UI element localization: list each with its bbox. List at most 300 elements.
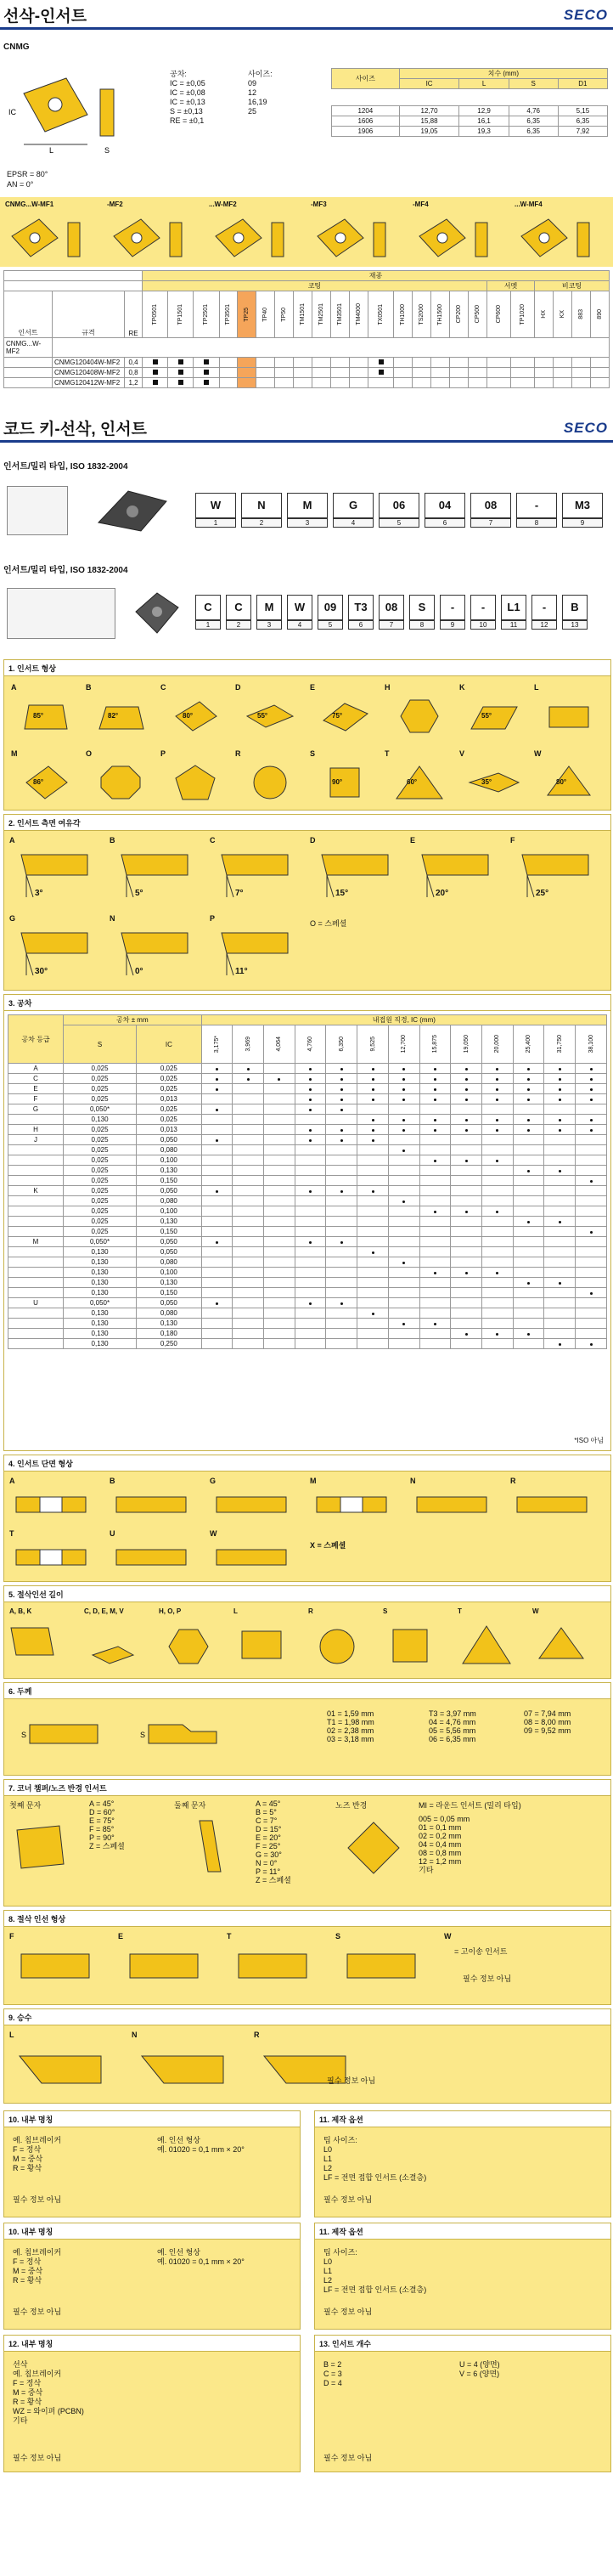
- count-list-2: [459, 2360, 500, 2379]
- ic-cell: [544, 1125, 576, 1135]
- code-cell: M: [287, 493, 328, 518]
- tolerance-class: [8, 1257, 64, 1268]
- clearance-icon: [417, 850, 493, 901]
- ic-cell: [295, 1217, 326, 1227]
- available-dot: [559, 1119, 561, 1121]
- tolerance-class: H: [8, 1125, 64, 1135]
- ic-cell: [388, 1339, 419, 1349]
- tolerance-ic: 0,180: [137, 1329, 202, 1339]
- clearance-letter: C: [210, 836, 216, 845]
- available-dot: [559, 1129, 561, 1132]
- available-dot: [527, 1078, 530, 1081]
- ic-cell: [419, 1166, 451, 1176]
- ic-cell: [544, 1339, 576, 1349]
- grade-name: TP2501: [203, 303, 210, 325]
- section-letter: M: [310, 1477, 317, 1485]
- available-dot: [309, 1068, 312, 1071]
- grade-cell: [510, 368, 534, 378]
- size-label: 09: [248, 79, 257, 88]
- tolerance-s: 0,025: [64, 1125, 137, 1135]
- code-cell: G: [333, 493, 374, 518]
- ic-cell: [357, 1115, 389, 1125]
- relief-drawing: [183, 1816, 233, 1876]
- ic-cell: [233, 1288, 264, 1298]
- tolerance-ic: 0,130: [137, 1166, 202, 1176]
- available-dot: [309, 1129, 312, 1132]
- dim-cell: 7,92: [558, 127, 607, 137]
- shape-letter: B: [86, 683, 92, 692]
- ic-cell: [264, 1084, 295, 1094]
- tolerance-class: A: [8, 1064, 64, 1074]
- grade-cell: [350, 368, 368, 378]
- available-dot: [402, 1150, 405, 1152]
- ic-cell: [513, 1145, 544, 1155]
- grade-cell: [590, 378, 609, 388]
- grade-name: TM2501: [318, 303, 325, 325]
- code-index: 4: [287, 620, 312, 630]
- ic-cell: [388, 1319, 419, 1329]
- ic-cell: [513, 1186, 544, 1196]
- ic-cell: [295, 1308, 326, 1319]
- option-list: [323, 2136, 426, 2183]
- ic-cell: [357, 1227, 389, 1237]
- list-item: Z = 스페셜: [256, 1876, 291, 1884]
- code-cell: N: [241, 493, 282, 518]
- ic-cell: [388, 1206, 419, 1217]
- section-cross-section: [3, 1455, 611, 1582]
- table-row: [8, 1186, 607, 1196]
- code-cell: -: [440, 595, 465, 620]
- code-cell: 06: [379, 493, 419, 518]
- ic-cell: [357, 1319, 389, 1329]
- clearance-letter: E: [410, 836, 416, 845]
- available-mark: [153, 370, 158, 375]
- grade-col-header: [350, 291, 368, 338]
- variant-label: ...W-MF4: [515, 201, 543, 208]
- code-cell: -: [470, 595, 496, 620]
- table-row: [8, 1104, 607, 1115]
- edge-length-icon: [458, 1621, 517, 1672]
- edge-group-label: S: [383, 1607, 388, 1615]
- thickness-drawing-1: [21, 1716, 132, 1759]
- code-index: 3: [287, 518, 328, 528]
- available-dot: [402, 1200, 405, 1203]
- ic-cell: [513, 1268, 544, 1278]
- ic-cell: [388, 1268, 419, 1278]
- list-item: B = 2: [323, 2360, 342, 2369]
- dim-cell: 1606: [332, 116, 400, 127]
- ic-cell: [482, 1308, 514, 1319]
- ic-cell: [326, 1217, 357, 1227]
- grade-name: TP1501: [177, 303, 184, 325]
- ic-value: 31,750: [556, 1035, 563, 1054]
- grade-name: TH1500: [437, 303, 444, 325]
- available-mark: [178, 380, 183, 385]
- section-letter: N: [410, 1477, 416, 1485]
- ic-cell: [233, 1074, 264, 1084]
- available-mark: [379, 359, 384, 364]
- table-row: [4, 368, 610, 378]
- edge-condition-letter: S: [335, 1932, 341, 1940]
- row-blank: [4, 368, 53, 378]
- ic-cell: [326, 1064, 357, 1074]
- ic-cell: [295, 1257, 326, 1268]
- edge-length-icon: [84, 1621, 143, 1672]
- grade-cell: [590, 358, 609, 368]
- ic-cell: [419, 1104, 451, 1115]
- table-row: [8, 1166, 607, 1176]
- dim-cell: 6,35: [509, 127, 558, 137]
- section-title: 5. 절삭인선 길이: [4, 1586, 610, 1602]
- grade-cell: [553, 358, 571, 368]
- available-dot: [590, 1129, 593, 1132]
- ic-cell: [264, 1176, 295, 1186]
- ic-cell: [264, 1268, 295, 1278]
- shape-icon: [539, 761, 599, 804]
- grade-cell: [553, 368, 571, 378]
- available-dot: [216, 1068, 218, 1071]
- available-dot: [372, 1139, 374, 1142]
- list-item: 08 = 0,8 mm: [419, 1849, 462, 1857]
- list-item: A = 45°: [256, 1799, 281, 1808]
- grade-col-header: [468, 291, 486, 338]
- not-required-note: 필수 정보 아님: [327, 2076, 376, 2085]
- tolerance-s: 0,025: [64, 1084, 137, 1094]
- ic-cell: [513, 1278, 544, 1288]
- ic-cell: [482, 1278, 514, 1288]
- section-edge-length: [3, 1585, 611, 1679]
- ic-cell: [233, 1268, 264, 1278]
- shape-icon: [315, 695, 374, 737]
- uncoated-header: 비코팅: [535, 281, 610, 291]
- thickness-value: 07 = 7,94 mm: [524, 1709, 571, 1718]
- ic-cell: [482, 1339, 514, 1349]
- code-index: 4: [333, 518, 374, 528]
- not-required-note: 필수 정보 아님: [323, 2195, 373, 2204]
- table-row: [8, 1339, 607, 1349]
- grade-cell: [431, 368, 450, 378]
- ic-cell: [513, 1247, 544, 1257]
- grade-cell: [294, 368, 312, 378]
- ic-value: 3,969: [245, 1037, 251, 1052]
- tolerance-class: [8, 1206, 64, 1217]
- tolerance-class: [8, 1329, 64, 1339]
- ic-cell: [295, 1094, 326, 1104]
- available-dot: [434, 1129, 436, 1132]
- ic-cell: [419, 1237, 451, 1247]
- grade-name: TP40: [262, 307, 269, 322]
- code-index: 13: [562, 620, 588, 630]
- section-icon: [213, 1543, 290, 1572]
- ic-cell: [388, 1308, 419, 1319]
- table-row: [8, 1115, 607, 1125]
- code-cell: -: [531, 595, 557, 620]
- available-dot: [559, 1170, 561, 1172]
- ic-cell: [295, 1155, 326, 1166]
- ic-cell: [326, 1186, 357, 1196]
- table-row: [4, 358, 610, 368]
- page2-title: 코드 키-선삭, 인서트: [3, 421, 147, 438]
- code-index: 2: [241, 518, 282, 528]
- ic-cell: [451, 1125, 482, 1135]
- spec-col-header: 규격: [53, 291, 125, 338]
- available-dot: [496, 1160, 498, 1162]
- not-required-note: 필수 정보 아님: [323, 2454, 373, 2462]
- tolerance-s: 0,025: [64, 1227, 137, 1237]
- available-dot: [559, 1068, 561, 1071]
- list-item: 예. 01020 = 0,1 mm × 20°: [157, 2145, 245, 2154]
- edge-condition-icon: [127, 1949, 203, 1983]
- ic-cell: [544, 1237, 576, 1247]
- shape-icon: [315, 761, 374, 804]
- shape-icon: [390, 695, 449, 737]
- edge-group-label: R: [308, 1607, 313, 1615]
- clearance-icon: [116, 850, 193, 901]
- table-row: [8, 1094, 607, 1104]
- tolerance-class: F: [8, 1094, 64, 1104]
- ic-cell: [576, 1206, 607, 1217]
- variant-label: CNMG...W-MF1: [5, 201, 54, 208]
- dim-header: 치수 (mm): [399, 69, 607, 79]
- grade-col-header: [294, 291, 312, 338]
- box-manufacturing-option-a: [314, 2110, 611, 2217]
- ic-cell: [419, 1217, 451, 1227]
- ic-cell: [201, 1288, 233, 1298]
- grades-grid: [3, 270, 610, 388]
- list-item: LF = 전면 접합 인서트 (소결층): [323, 2285, 427, 2294]
- page1-header: [0, 0, 613, 27]
- grade-name: TM4000: [356, 303, 363, 325]
- ic-cell: [482, 1227, 514, 1237]
- ic-cell: [264, 1298, 295, 1308]
- thickness-value: 01 = 1,59 mm: [327, 1709, 374, 1718]
- ic-cell: [451, 1206, 482, 1217]
- available-dot: [496, 1068, 498, 1071]
- ic-cell: [295, 1084, 326, 1094]
- ic-cell: [482, 1074, 514, 1084]
- tolerance-s: 0,025: [64, 1176, 137, 1186]
- grade-cell: [468, 358, 486, 368]
- edge-length-icon: [532, 1621, 592, 1672]
- available-dot: [559, 1343, 561, 1346]
- list-item: B = 5°: [256, 1808, 277, 1816]
- list-item: 예. 인선 형상: [157, 2136, 200, 2144]
- ic-cell: [264, 1319, 295, 1329]
- tolerance-class: [8, 1166, 64, 1176]
- grade-cell: [312, 368, 331, 378]
- ic-cell: [326, 1298, 357, 1308]
- ic-cell: [576, 1319, 607, 1329]
- grade-cell: [394, 368, 413, 378]
- ic-cell: [544, 1288, 576, 1298]
- ic-cell: [419, 1298, 451, 1308]
- edge-group-label: L: [233, 1607, 238, 1615]
- ic-cell: [388, 1247, 419, 1257]
- section-title: 13. 인서트 개수: [315, 2336, 610, 2352]
- available-dot: [309, 1241, 312, 1244]
- first-letter-list: [89, 1799, 125, 1850]
- ic-cell: [388, 1155, 419, 1166]
- grade-cell: [238, 368, 256, 378]
- list-item: 팁 사이즈:: [323, 2136, 357, 2144]
- ic-cell: [201, 1257, 233, 1268]
- ic-value: 19,050: [463, 1035, 470, 1054]
- ic-cell: [388, 1196, 419, 1206]
- clearance-angle: 30°: [35, 967, 48, 976]
- list-item: 예. 칩브레이커: [13, 2136, 62, 2144]
- designation-list: [13, 2136, 61, 2173]
- ic-cell: [576, 1115, 607, 1125]
- tolerance-s: 0,025: [64, 1145, 137, 1155]
- ic-cell: [388, 1125, 419, 1135]
- available-dot: [247, 1068, 250, 1071]
- tolerance-ic: 0,025: [137, 1115, 202, 1125]
- ic-cell: [419, 1339, 451, 1349]
- ic-cell: [513, 1288, 544, 1298]
- grade-cell: [219, 368, 238, 378]
- ic-cell: [201, 1319, 233, 1329]
- ic-cell: [576, 1135, 607, 1145]
- grade-name: HX: [541, 310, 547, 319]
- dim-cell: 12,70: [399, 106, 459, 116]
- table-row: [8, 1319, 607, 1329]
- grade-cell: [312, 358, 331, 368]
- ic-cell: [326, 1125, 357, 1135]
- ic-cell: [576, 1237, 607, 1247]
- ic-cell: [233, 1196, 264, 1206]
- ic-cell: [388, 1064, 419, 1074]
- grade-col-header: [535, 291, 554, 338]
- dim-cell: 12,9: [459, 106, 509, 116]
- grade-col-header: [238, 291, 256, 338]
- list-item: C = 7°: [256, 1816, 278, 1825]
- ic-cell: [482, 1064, 514, 1074]
- edge-condition-icon: [235, 1949, 312, 1983]
- table-row: [332, 106, 608, 116]
- available-dot: [309, 1190, 312, 1193]
- section-title: 11. 제작 옵션: [315, 2111, 610, 2127]
- list-item: D = 4: [323, 2379, 342, 2387]
- shape-letter: L: [534, 683, 539, 692]
- grade-cell: [143, 378, 168, 388]
- available-dot: [496, 1088, 498, 1091]
- ic-cell: [544, 1206, 576, 1217]
- section-icon: [13, 1543, 89, 1572]
- ic-cell: [264, 1227, 295, 1237]
- option-list: [323, 2248, 426, 2295]
- grade-cell: [486, 378, 510, 388]
- shape-letter: E: [310, 683, 316, 692]
- special-note: O = 스페셜: [310, 919, 347, 928]
- ic-value: 15,875: [431, 1035, 438, 1054]
- variant-insert-icon: [515, 211, 608, 263]
- ic-cell: [451, 1166, 482, 1176]
- available-dot: [372, 1078, 374, 1081]
- tolerance-grade-header: 공차 등급: [8, 1015, 64, 1064]
- hand-icon: [16, 2044, 110, 2092]
- ic-cell: [295, 1278, 326, 1288]
- ic-cell: [388, 1094, 419, 1104]
- tolerance-ic: 0,080: [137, 1257, 202, 1268]
- svg-text:S: S: [104, 146, 110, 155]
- spec-label: IC = ±0,08: [170, 88, 205, 97]
- dim-cell: 16,1: [459, 116, 509, 127]
- ic-cell: [326, 1237, 357, 1247]
- available-mark: [178, 370, 183, 375]
- section-title: 1. 인서트 형상: [4, 660, 610, 676]
- available-dot: [402, 1088, 405, 1091]
- clearance-icon: [16, 850, 93, 901]
- insert-code: CNMG120408W-MF2: [53, 368, 125, 378]
- edge-length-icon: [159, 1621, 218, 1672]
- ic-col-header: [326, 1025, 357, 1064]
- tolerance-s: 0,025: [64, 1064, 137, 1074]
- available-dot: [496, 1272, 498, 1274]
- available-dot: [527, 1282, 530, 1285]
- box-internal-designation-b: [3, 2223, 301, 2330]
- grade-cell: [394, 378, 413, 388]
- tolerance-ic: 0,025: [137, 1084, 202, 1094]
- code-cell: T3: [348, 595, 374, 620]
- code-index: 9: [562, 518, 603, 528]
- ic-cell: [233, 1145, 264, 1155]
- ic-cell: [326, 1329, 357, 1339]
- high-feed-note: = 고이송 인서트: [454, 1947, 508, 1956]
- box-internal-designation-a: [3, 2110, 301, 2217]
- shape-icon: [464, 761, 524, 804]
- list-item: 예. 칩브레이커: [13, 2248, 62, 2257]
- dimension-table: [331, 68, 608, 162]
- available-dot: [216, 1088, 218, 1091]
- edge-length-icon: [308, 1621, 368, 1672]
- dim-cell: 1906: [332, 127, 400, 137]
- clearance-icon: [217, 928, 293, 979]
- available-dot: [372, 1190, 374, 1193]
- shape-angle: 80°: [183, 712, 194, 720]
- available-dot: [402, 1262, 405, 1264]
- table-row: [332, 127, 608, 137]
- thickness-value: 08 = 8,00 mm: [524, 1718, 571, 1726]
- code-index: 12: [531, 620, 557, 630]
- ic-cell: [233, 1135, 264, 1145]
- grade-col-header: [219, 291, 238, 338]
- ic-cell: [357, 1217, 389, 1227]
- table-row: [8, 1217, 607, 1227]
- thickness-drawing-2: [140, 1716, 250, 1759]
- ic-cell: [576, 1268, 607, 1278]
- available-dot: [340, 1109, 343, 1111]
- available-mark: [204, 359, 209, 364]
- available-mark: [204, 380, 209, 385]
- tolerance-ic: 0,130: [137, 1278, 202, 1288]
- ic-cell: [513, 1104, 544, 1115]
- ic-cell: [576, 1278, 607, 1288]
- re-col-header: RE: [125, 291, 143, 338]
- svg-text:S: S: [21, 1731, 27, 1739]
- ic-cell: [576, 1166, 607, 1176]
- ic-cell: [419, 1257, 451, 1268]
- ic-cell: [451, 1135, 482, 1145]
- ic-col-header: [482, 1025, 514, 1064]
- row-blank: [4, 378, 53, 388]
- ic-cell: [201, 1196, 233, 1206]
- ic-cell: [357, 1288, 389, 1298]
- ic-cell: [201, 1125, 233, 1135]
- available-dot: [590, 1180, 593, 1183]
- ic-cell: [513, 1217, 544, 1227]
- ic-cell: [201, 1227, 233, 1237]
- ic-cell: [576, 1084, 607, 1094]
